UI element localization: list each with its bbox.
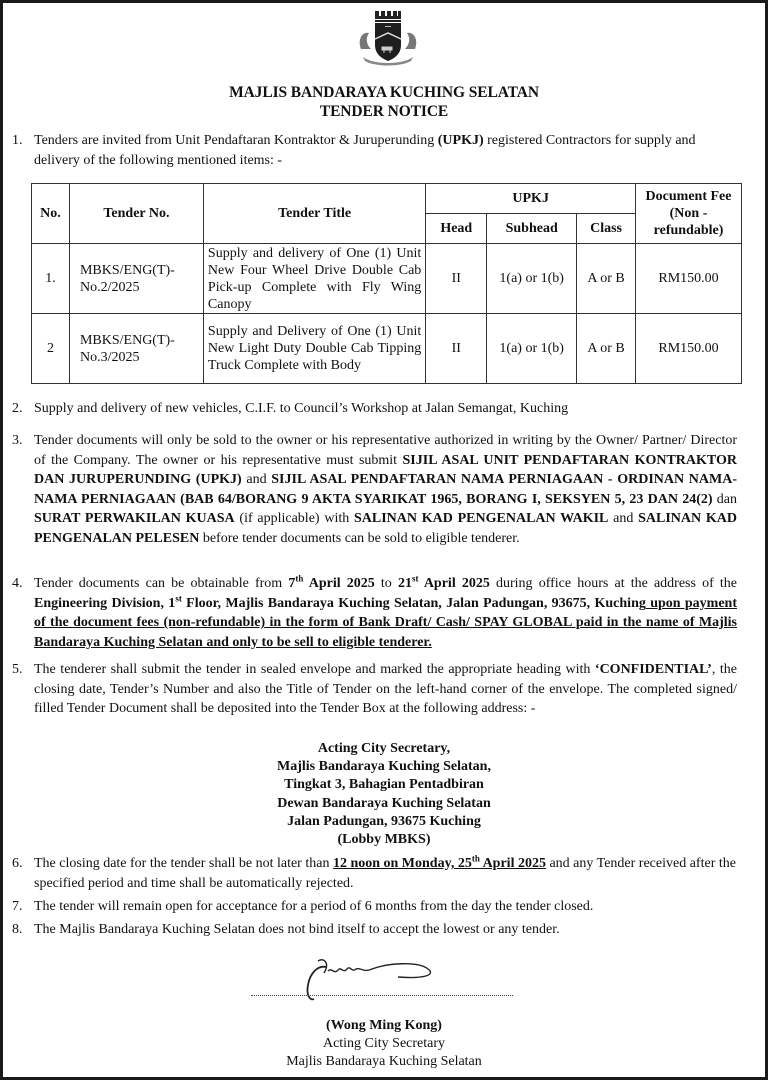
table-row [32, 314, 742, 384]
clause-number: 6. [12, 856, 23, 871]
col-header-head: Head [426, 214, 487, 244]
clause-text: The tenderer shall submit the tender in sealed envelope and marked the appropriate heading with [34, 662, 595, 677]
address-line: (Lobby MBKS) [337, 832, 431, 848]
clause-text: to [374, 576, 398, 591]
required-doc-upkj: SIJIL ASAL UNIT PENDAFTARAN KONTRAKTOR DAN JURUPERUNDING (UPKJ) [34, 452, 737, 488]
clause-number: 3. [12, 433, 23, 448]
cell-no: 2 [32, 314, 70, 384]
signatory-title: Acting City Secretary [322, 1036, 446, 1051]
clause-1 [12, 131, 737, 170]
table-row [32, 244, 742, 314]
address-line: Jalan Padungan, 93675 Kuching [287, 813, 481, 829]
cell-head: II [426, 244, 487, 314]
cell-tender-no: MBKS/ENG(T)-No.2/2025 [69, 244, 203, 314]
cell-head: II [426, 314, 487, 384]
clause-6 [12, 854, 737, 893]
clause-text: Supply and delivery of new vehicles, C.I.F. to Council’s Workshop at Jalan Semangat, Kuching [34, 401, 569, 416]
tender-table [31, 183, 742, 384]
clause-text: before tender documents can be sold to eligible tenderer. [199, 530, 520, 546]
clause-text: (if applicable) with [234, 511, 354, 527]
end-date: 21st April 2025 [397, 573, 490, 591]
clause-number: 4. [12, 576, 23, 591]
cell-no: 1. [32, 244, 70, 314]
clause-number: 2. [12, 401, 23, 416]
notice-heading [3, 83, 765, 121]
clause-8 [12, 920, 737, 940]
clause-5 [12, 660, 737, 719]
cell-tender-no: MBKS/ENG(T)-No.3/2025 [69, 314, 203, 384]
required-doc-licensee-ic: SALINAN KAD PENGENALAN PELESEN [34, 511, 737, 546]
clause-text: The closing date for the tender shall be not later than [34, 856, 333, 871]
cell-title: Supply and delivery of One (1) Unit New Four Wheel Drive Double Cab Pick-up Complete with Fly Wing Canopy [203, 244, 425, 314]
office-address: Engineering Division, 1st Floor, Majlis Bandaraya Kuching Selatan, Jalan Padungan, 93675, Kuching [34, 592, 646, 611]
clause-text: registered Contractors for supply and delivery of the following mentioned items: - [34, 133, 696, 168]
clause-text: The Majlis Bandaraya Kuching Selatan does not bind itself to accept the lowest or any tender. [34, 922, 560, 937]
submission-address [3, 740, 765, 849]
cell-class: A or B [577, 314, 636, 384]
payment-terms: upon payment of the document fees (non-refundable) in the form of Bank Draft/ Cash/ SPAY GLOBAL paid in the name of Majlis Bandaraya Kuching Selatan and only to be sell to eligible tenderer. [34, 595, 738, 650]
clause-number: 7. [12, 899, 23, 914]
clause-number: 8. [12, 922, 23, 937]
col-header-class: Class [577, 214, 636, 244]
signatory-org: Majlis Bandaraya Kuching Selatan [286, 1054, 482, 1069]
clause-3 [12, 431, 737, 549]
clause-text: and any Tender received after the specified period and time shall be automatically rejected. [34, 856, 736, 891]
signatory-block [3, 1017, 765, 1071]
upkj-term: (UPKJ) [437, 133, 484, 148]
col-header-subhead: Subhead [487, 214, 577, 244]
clause-4 [12, 574, 737, 652]
tender-notice-page [3, 3, 765, 1077]
col-header-upkj: UPKJ [426, 184, 636, 214]
col-header-no: No. [32, 184, 70, 244]
clause-text: Tenders are invited from Unit Pendaftaran Kontraktor & Juruperunding [34, 133, 438, 148]
org-name: MAJLIS BANDARAYA KUCHING SELATAN [229, 84, 539, 101]
required-doc-business-reg: SIJIL ASAL PENDAFTARAN NAMA PERNIAGAAN - ORDINAN NAMA-NAMA PERNIAGAAN (BAB 64/BORANG 9 AKTA SYARIKAT 1965, BORANG I, SEKSYEN 5, 23 DAN 24(2) [34, 472, 737, 507]
clause-number: 5. [12, 662, 23, 677]
col-header-fee: Document Fee (Non - refundable) [636, 184, 742, 244]
municipal-crest-icon [353, 9, 423, 71]
clause-text: Tender documents will only be sold to the owner or his representative authorized in writing by the Owner/ Partner/ Director of the Company. The owner or his representative must submit [34, 433, 737, 468]
clause-text: and [608, 511, 639, 527]
col-header-title: Tender Title [203, 184, 425, 244]
address-line: Tingkat 3, Bahagian Pentadbiran [284, 777, 484, 793]
confidential-label: ‘CONFIDENTIAL’ [594, 662, 712, 677]
cell-subhead: 1(a) or 1(b) [487, 244, 577, 314]
address-line: Dewan Bandaraya Kuching Selatan [277, 795, 491, 811]
address-line: Acting City Secretary, [317, 741, 451, 756]
clause-text: , the closing date, Tender’s Number and also the Title of Tender on the left-hand corner of the envelope. The completed signed/ filled Tender Document shall be deposited into the Tender Box at the following address: - [34, 662, 737, 717]
col-header-tender-no: Tender No. [69, 184, 203, 244]
required-doc-rep-ic: SALINAN KAD PENGENALAN WAKIL [353, 511, 609, 527]
cell-subhead: 1(a) or 1(b) [487, 314, 577, 384]
clause-number: 1. [12, 133, 23, 148]
clause-text: and [241, 472, 272, 488]
cell-fee: RM150.00 [636, 244, 742, 314]
closing-date: 12 noon on Monday, 25th April 2025 [332, 853, 546, 871]
signatory-name: (Wong Ming Kong) [326, 1018, 442, 1033]
clause-text: during office hours at the address of the [489, 576, 738, 591]
clause-2 [12, 399, 737, 419]
start-date: 7th April 2025 [288, 573, 375, 591]
clause-text: dan [712, 491, 737, 507]
address-line: Majlis Bandaraya Kuching Selatan, [277, 759, 491, 775]
clause-text: The tender will remain open for acceptance for a period of 6 months from the day the tender closed. [34, 899, 594, 914]
required-doc-authorization: SURAT PERWAKILAN KUASA [34, 511, 235, 527]
cell-fee: RM150.00 [636, 314, 742, 384]
clause-7 [12, 897, 737, 917]
doc-title: TENDER NOTICE [319, 103, 449, 120]
clause-text: Tender documents can be obtainable from [34, 576, 289, 591]
cell-class: A or B [577, 244, 636, 314]
signature-line [251, 995, 513, 996]
cell-title: Supply and Delivery of One (1) Unit New Light Duty Double Cab Tipping Truck Complete with Body [203, 314, 425, 384]
